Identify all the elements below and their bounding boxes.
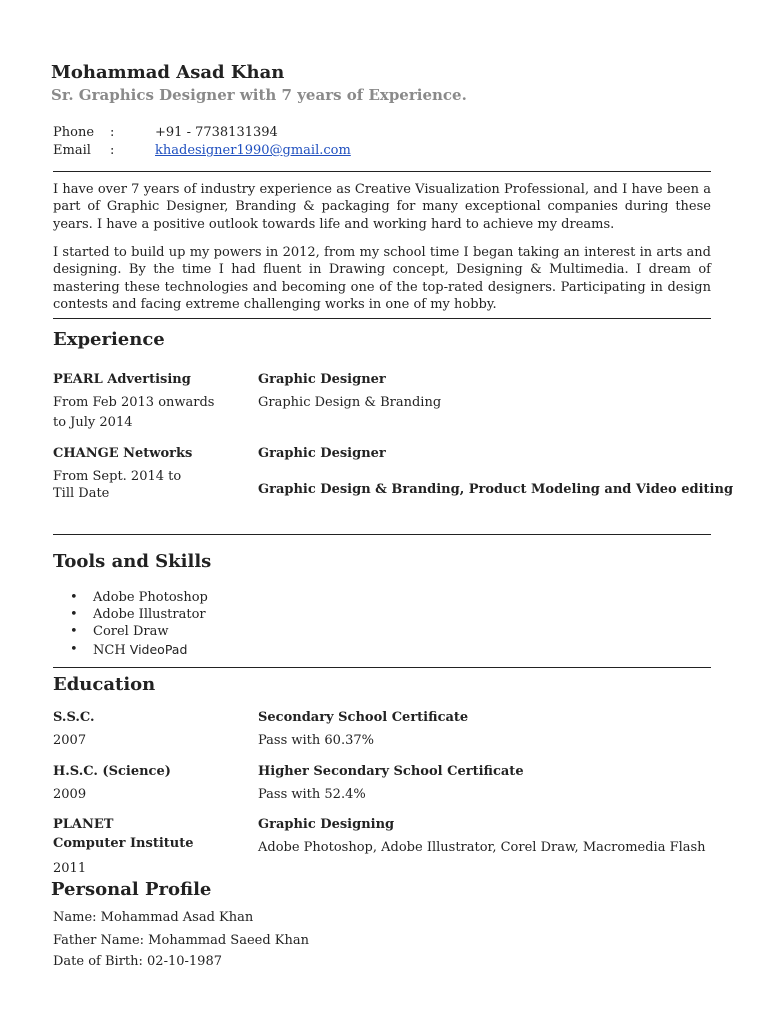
job-company: PEARL Advertising bbox=[53, 372, 191, 387]
education-title: Graphic Designing bbox=[258, 817, 395, 832]
resume-name: Mohammad Asad Khan bbox=[51, 62, 285, 83]
email-label: Email bbox=[53, 143, 91, 158]
education-year: 2007 bbox=[53, 733, 87, 748]
job-dates: From Sept. 2014 to bbox=[53, 469, 182, 484]
job-dates: to July 2014 bbox=[53, 415, 133, 430]
skill-item: • Corel Draw bbox=[70, 623, 208, 640]
job-description: Graphic Design & Branding bbox=[258, 395, 442, 410]
education-result: Pass with 60.37% bbox=[258, 733, 374, 748]
job-dates: From Feb 2013 onwards bbox=[53, 395, 215, 410]
job-company: CHANGE Networks bbox=[53, 446, 193, 461]
skills-heading: Tools and Skills bbox=[53, 551, 212, 572]
job-dates: Till Date bbox=[53, 486, 110, 501]
education-qualification: H.S.C. (Science) bbox=[53, 764, 171, 779]
education-institute: Computer Institute bbox=[53, 836, 194, 851]
education-title: Secondary School Certificate bbox=[258, 710, 469, 725]
education-qualification: S.S.C. bbox=[53, 710, 95, 725]
resume-subtitle: Sr. Graphics Designer with 7 years of Experience. bbox=[51, 86, 467, 104]
personal-father-name: Father Name: Mohammad Saeed Khan bbox=[53, 933, 310, 948]
skill-item-prefix: NCH bbox=[93, 642, 130, 658]
phone-label: Phone bbox=[53, 125, 95, 140]
experience-heading: Experience bbox=[53, 329, 165, 350]
divider-contact bbox=[53, 171, 711, 172]
summary-paragraph-1: I have over 7 years of industry experience as Creative Visualization Professional, and I have been a part of Graphic Designer, Branding & packaging for many exceptional companies during these years. I have a positive outlook towards life and working hard to achieve my dreams. bbox=[53, 182, 711, 232]
education-result: Pass with 52.4% bbox=[258, 787, 366, 802]
summary-paragraph-2: I started to build up my powers in 2012, from my school time I began taking an interest in arts and designing. By the time I had fluent in Drawing concept, Designing & Multimedia. I dream of mastering these technologies and becoming one of the top-rated designers. Participating in design contests and facing extreme challenging works in one of my hobby. bbox=[53, 245, 711, 312]
education-title: Higher Secondary School Certificate bbox=[258, 764, 524, 779]
divider-summary bbox=[53, 318, 711, 319]
skill-item-suffix: VideoPad bbox=[129, 641, 188, 657]
phone-separator: : bbox=[110, 125, 115, 140]
skill-item bbox=[70, 641, 208, 658]
education-result: Adobe Photoshop, Adobe Illustrator, Corel Draw, Macromedia Flash bbox=[258, 840, 706, 855]
email-separator: : bbox=[110, 143, 115, 158]
personal-name: Name: Mohammad Asad Khan bbox=[53, 910, 254, 925]
job-description: Graphic Design & Branding, Product Modeling and Video editing bbox=[258, 482, 734, 497]
skill-item: • Adobe Photoshop bbox=[70, 589, 208, 606]
personal-dob: Date of Birth: 02-10-1987 bbox=[53, 954, 222, 969]
divider-experience bbox=[53, 534, 711, 535]
education-heading: Education bbox=[53, 674, 156, 695]
skill-item: • Adobe Illustrator bbox=[70, 606, 208, 623]
personal-heading: Personal Profile bbox=[51, 879, 212, 900]
education-year: 2011 bbox=[53, 861, 87, 876]
skills-list bbox=[70, 589, 208, 658]
phone-number: +91 - 7738131394 bbox=[155, 125, 278, 140]
job-role: Graphic Designer bbox=[258, 372, 386, 387]
education-qualification: PLANET bbox=[53, 817, 114, 832]
divider-skills bbox=[53, 667, 711, 668]
job-role: Graphic Designer bbox=[258, 446, 386, 461]
email-link[interactable]: khadesigner1990@gmail.com bbox=[155, 143, 351, 158]
education-year: 2009 bbox=[53, 787, 87, 802]
